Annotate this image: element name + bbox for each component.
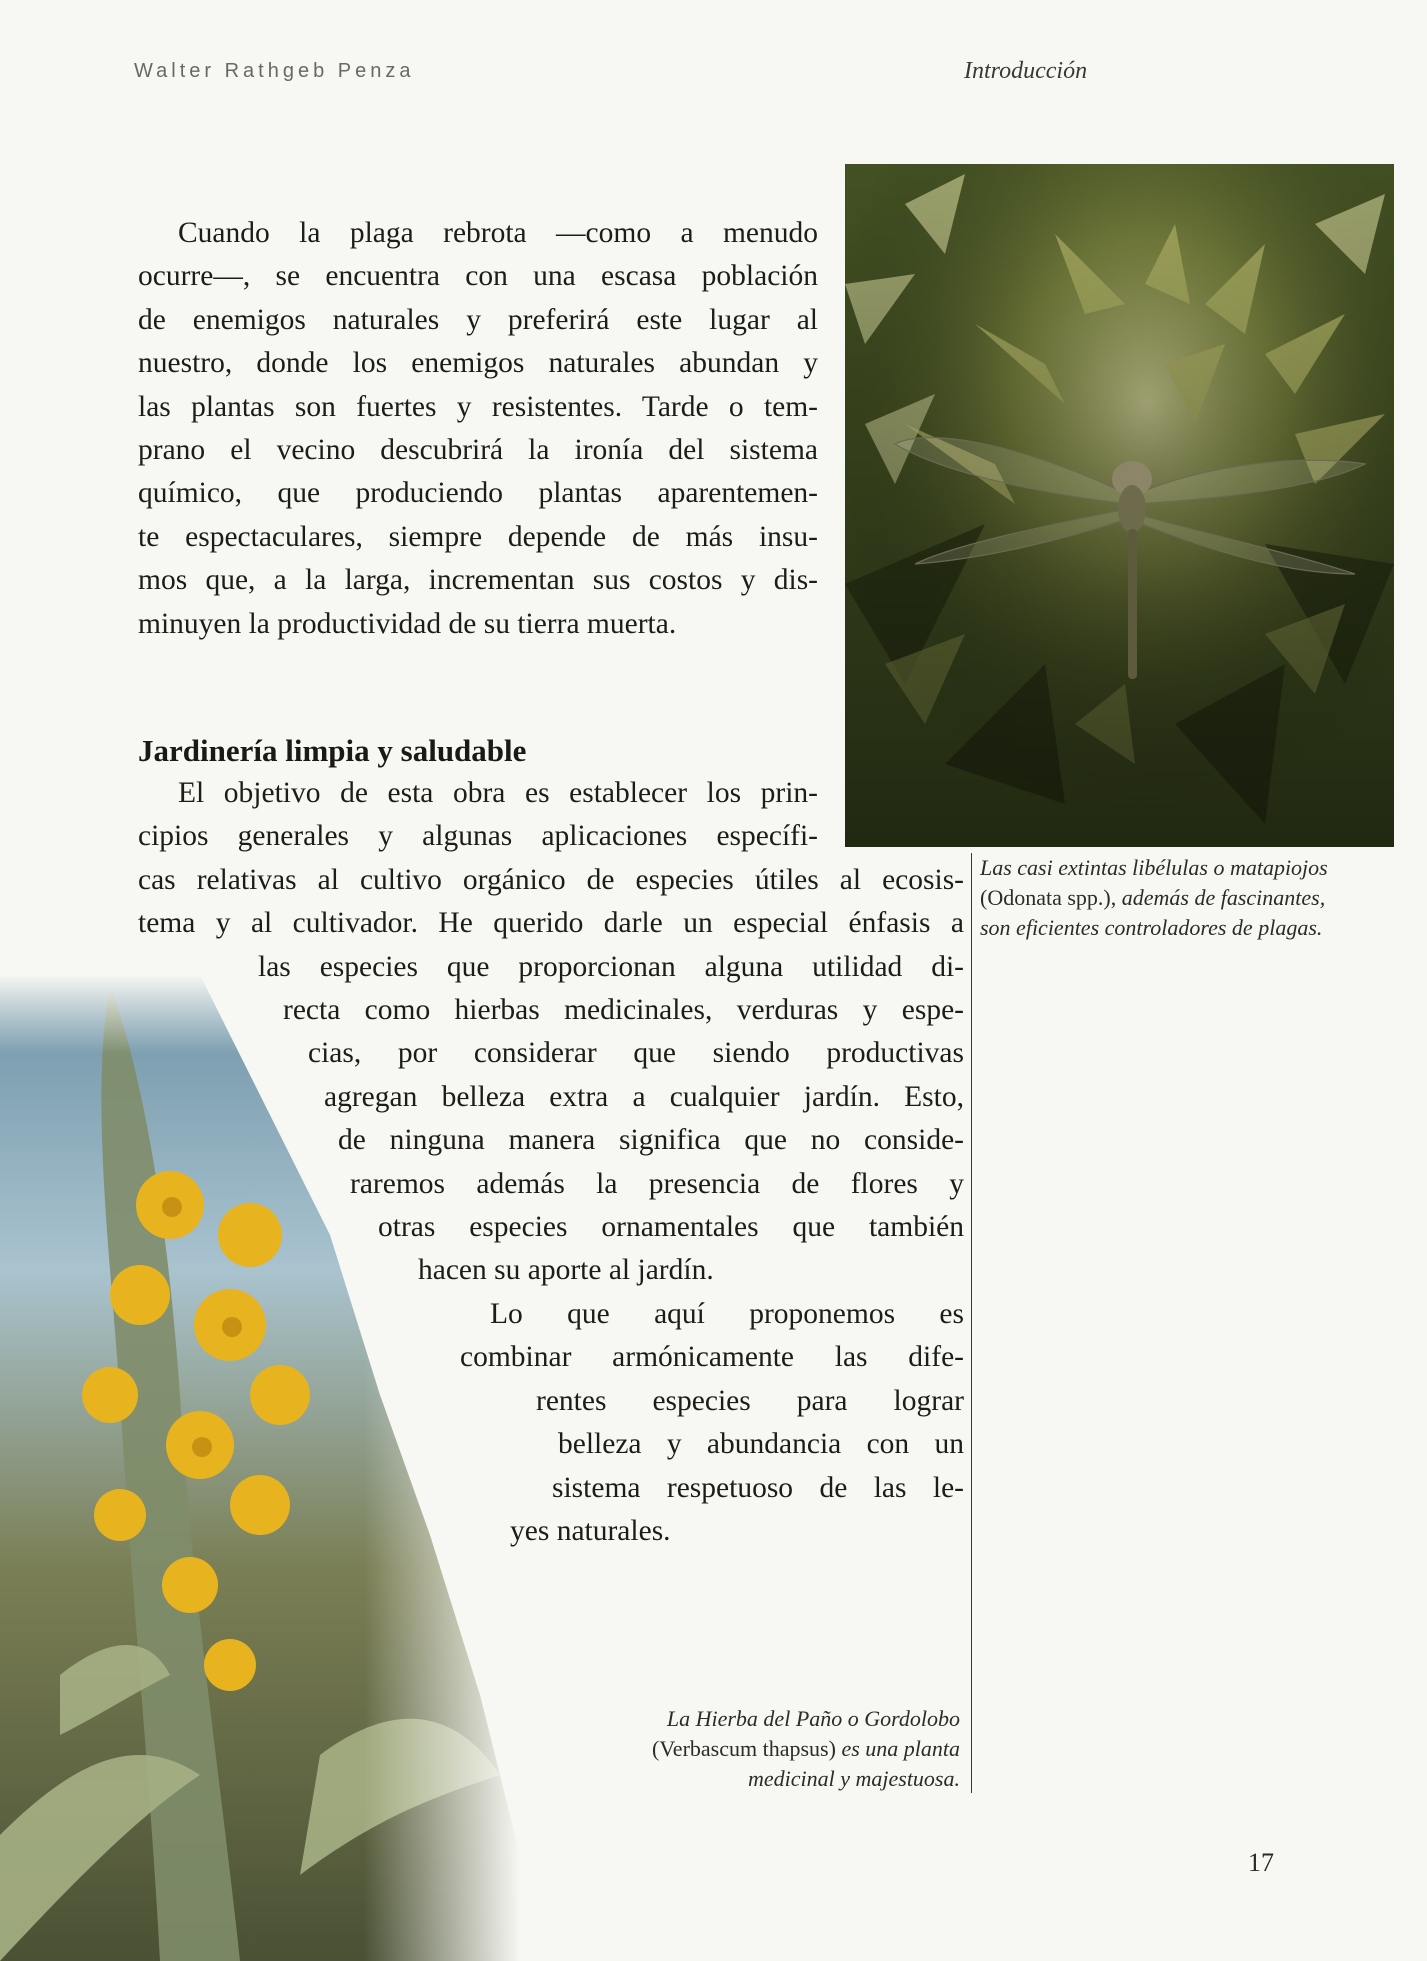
text-line: Lo que aquí proponemos es (490, 1297, 964, 1330)
text-line: recta como hierbas medicinales, verduras y espe- (283, 994, 964, 1027)
dragonfly-caption (980, 853, 1400, 943)
caption-text: es una planta (835, 1736, 960, 1761)
text-line: cas relativas al cultivo orgánico de especies útiles al ecosis- (138, 863, 964, 896)
text-line: de ninguna manera significa que no conside- (338, 1124, 964, 1157)
text-line: raremos además la presencia de flores y (350, 1167, 964, 1200)
text-line: nuestro, donde los enemigos naturales abundan y (138, 347, 818, 380)
running-header-section: Introducción (964, 58, 1088, 84)
text-line: hacen su aporte al jardín. (418, 1254, 714, 1287)
text-line: mos que, a la larga, incrementan sus costos y dis- (138, 564, 818, 597)
text-line: rentes especies para lograr (536, 1384, 964, 1417)
text-line: prano el vecino descubrirá la ironía del sistema (138, 434, 818, 467)
text-line: las plantas son fuertes y resistentes. Tarde o tem- (138, 390, 818, 423)
text-line: químico, que produciendo plantas aparentemen- (138, 477, 818, 510)
text-line: yes naturales. (510, 1514, 671, 1547)
caption-text: son eficientes controladores de plagas. (980, 915, 1323, 940)
paragraph-plague (138, 212, 818, 646)
column-divider (971, 853, 972, 1793)
text-line: te espectaculares, siempre depende de más insu- (138, 520, 818, 553)
text-line: de enemigos naturales y preferirá este lugar al (138, 303, 818, 336)
caption-text: medicinal y majestuosa. (747, 1766, 960, 1791)
text-line: agregan belleza extra a cualquier jardín. Esto, (324, 1080, 964, 1113)
text-line: belleza y abundancia con un (558, 1428, 964, 1461)
text-line: sistema respetuoso de las le- (552, 1471, 964, 1504)
flower-caption (540, 1704, 960, 1794)
text-line: Cuando la plaga rebrota —como a menudo (178, 217, 818, 249)
text-line: cipios generales y algunas aplicaciones específi- (138, 820, 818, 853)
text-line: ocurre—, se encuentra con una escasa población (138, 260, 818, 293)
running-header-author: Walter Rathgeb Penza (134, 60, 415, 82)
caption-text: Las casi extintas libélulas o matapiojos (980, 855, 1328, 880)
text-line: El objetivo de esta obra es establecer los prin- (178, 777, 818, 809)
text-line: combinar armónicamente las dife- (460, 1341, 964, 1374)
text-line: las especies que proporcionan alguna utilidad di- (258, 950, 964, 983)
text-line: tema y al cultivador. He querido darle un especial énfasis a (138, 907, 964, 940)
text-line: otras especies ornamentales que también (378, 1211, 964, 1244)
dragonfly-photo (845, 164, 1394, 847)
caption-species: (Odonata spp.), (980, 885, 1117, 910)
text-line: cias, por considerar que siendo productivas (308, 1037, 964, 1070)
page-number: 17 (1248, 1848, 1274, 1877)
caption-species: (Verbascum thapsus) (652, 1736, 836, 1761)
section-heading: Jardinería limpia y saludable (138, 733, 527, 768)
caption-text: La Hierba del Paño o Gordolobo (666, 1706, 960, 1731)
caption-text: además de fascinantes, (1116, 885, 1326, 910)
text-line: minuyen la productividad de su tierra muerta. (138, 607, 677, 640)
